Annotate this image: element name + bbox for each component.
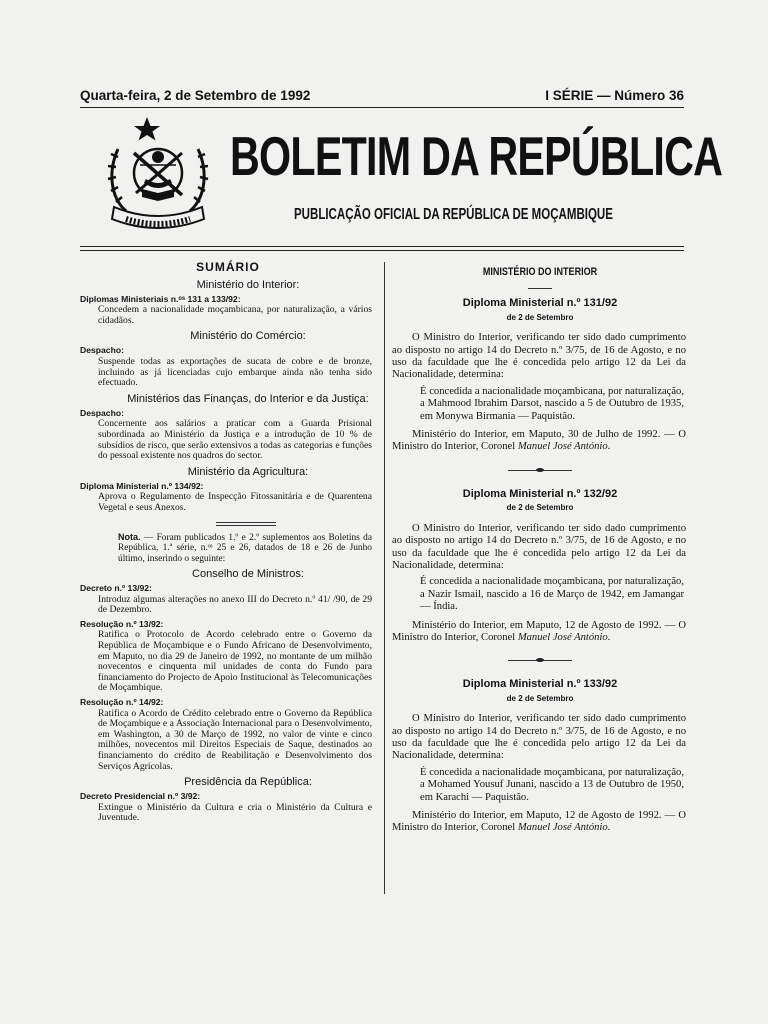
section-agricultura: Ministério da Agricultura: (187, 465, 309, 478)
summary-title: SUMÁRIO (196, 260, 260, 274)
emblem-icon (104, 113, 212, 235)
diploma-signature (392, 620, 686, 645)
item-text: Aprova o Regulamento de Inspecção Fitossanitária e de Quarentena Vegetal e seus Anexos. (98, 491, 372, 513)
section-comercio: Ministério do Comércio: (190, 330, 306, 343)
item-text: Introduz algumas alterações no anexo III do Decreto n.º 41/ /90, de 29 de Dezembro. (98, 593, 372, 616)
section-financas: Ministérios das Finanças, do Interior e da Justiça: (127, 392, 369, 405)
signatory-name: Manuel José António (517, 822, 608, 834)
diploma-title: Diploma Ministerial n.º 131/92 (462, 297, 618, 310)
diploma-signature (392, 810, 686, 835)
item-text: Concedem a nacionalidade moçambicana, por naturalização, a vários cidadãos. (98, 304, 372, 326)
interior-column (392, 262, 688, 835)
diploma-signature (392, 429, 686, 454)
item-text: Suspende todas as exportações de sucata de cobre e de bronze, incluindo as já licenciadas cujo embarque ainda não tenha sido efectuado. (98, 355, 372, 389)
item-label: Diplomas Ministeriais n.ᵒˢ 131 a 133/92: (80, 293, 241, 304)
item-label: Despacho: (80, 407, 124, 418)
item-text: Concernente aos salários a praticar com a Guarda Prisional subordinada ao Ministério da Justiça e a introdução de 10 % de subsídios de risco, que serão extensivos a todas as categorias e funções do pessoal existente nos quadros do sector. (98, 418, 372, 462)
diploma-preamble: O Ministro do Interior, verificando ter sido dado cumprimento ao disposto no artigo 14 do Decreto n.º 3/75, de 16 de Agosto, e no uso da faculdade que lhe é concedida pelo artigo 12 da Lei da Nacionalidade, determina: (392, 522, 686, 571)
section-interior: Ministério do Interior: (196, 278, 300, 291)
short-rule (528, 288, 552, 289)
signatory-name: Manuel José António (517, 631, 608, 643)
column-divider (384, 262, 385, 894)
section-ornament (508, 470, 572, 472)
diploma-preamble: O Ministro do Interior, verificando ter sido dado cumprimento ao disposto no artigo 14 do Decreto n.º 3/75, de 16 de Agosto, e no uso da faculdade que lhe é concedida pelo artigo 12 da Lei da Nacionalidade, determina: (392, 713, 686, 762)
masthead-rule-bottom (80, 250, 684, 251)
diploma-title: Diploma Ministerial n.º 132/92 (462, 487, 618, 500)
nota-label: Nota. (118, 531, 141, 542)
diploma-date: de 2 de Setembro (506, 312, 574, 322)
masthead-subtitle: PUBLICAÇÃO OFICIAL DA REPÚBLICA DE MOÇAMBIQUE (294, 206, 613, 223)
nota-paragraph (118, 532, 372, 565)
section-ornament (508, 660, 572, 662)
signature-text: Ministério do Interior, em Maputo, 12 de Agosto de 1992. — O Ministro do Interior, Coronel (392, 619, 686, 643)
item-label: Decreto Presidencial n.º 3/92: (80, 791, 201, 802)
item-text: Ratifica o Acordo de Crédito celebrado entre o Governo da República de Moçambique e a Associação Internacional para o Desenvolvimento, em Washington, a 30 de Março de 1992, no valor de vinte e cinco milhões, novecentos mil Direitos Especiais de Saque, destinados ao financiamento do crédito de Reabilitação e Desenvolvimento dos Serviços Agrícolas. (98, 707, 372, 772)
section-conselho: Conselho de Ministros: (192, 568, 304, 580)
diploma-date: de 2 de Setembro (506, 693, 574, 703)
diploma-133 (392, 678, 688, 834)
signatory-name: Manuel José António (517, 441, 608, 453)
item-text: Ratifica o Protocolo de Acordo celebrado entre o Governo da República de Moçambique e o Fundo Africano de Desenvolvimento, em Maputo, no dia 29 de Janeiro de 1992, no montante de um milhão novecentos e cinquenta mil unidades de conta do Fundo para financiamento do Projecto de Apoio Institucional às Telecomunicações de Moçambique. (98, 629, 372, 694)
ministry-heading: MINISTÉRIO DO INTERIOR (482, 266, 598, 278)
signature-end: . (607, 631, 611, 643)
item-label: Diploma Ministerial n.º 134/92: (80, 480, 204, 491)
header-rule (80, 107, 684, 108)
masthead-title: BOLETIM DA REPÚBLICA (230, 125, 723, 187)
nota-text: — Foram publicados 1.º e 2.º suplementos aos Boletins da República, 1.ª série, n.ᵒˢ 25 e 26, datados de 18 e 26 de Junho último, inserindo o seguinte: (118, 532, 372, 564)
masthead-rule-top (80, 246, 684, 247)
item-label: Resolução n.º 14/92: (80, 696, 164, 707)
diploma-determination: É concedida a nacionalidade moçambicana, por naturalização, a Mohamed Yousuf Junani, nascido a 13 de Outubro de 1950, em Karachi — Paquistão. (420, 766, 684, 803)
issue-date: Quarta-feira, 2 de Setembro de 1992 (80, 88, 311, 103)
signature-end: . (607, 822, 611, 834)
signature-text: Ministério do Interior, em Maputo, 12 de Agosto de 1992. — O Ministro do Interior, Coronel (392, 810, 686, 834)
summary-column (80, 262, 376, 827)
item-label: Resolução n.º 13/92: (80, 618, 164, 629)
diploma-preamble: O Ministro do Interior, verificando ter sido dado cumprimento ao disposto no artigo 14 do Decreto n.º 3/75, de 16 de Agosto, e no uso da faculdade que lhe é concedida pelo artigo 12 da Lei da Nacionalidade, determina: (392, 332, 686, 381)
issue-number: I SÉRIE — Número 36 (545, 88, 684, 103)
signature-text: Ministério do Interior, em Maputo, 30 de Julho de 1992. — O Ministro do Interior, Coronel (392, 429, 686, 453)
double-rule (216, 522, 276, 526)
diploma-determination: É concedida a nacionalidade moçambicana, por naturalização, a Nazir Ismail, nascido a 16 de Março de 1942, em Jamangar — Índia. (420, 576, 684, 613)
diploma-title: Diploma Ministerial n.º 133/92 (462, 678, 618, 691)
section-presidencia: Presidência da República: (184, 776, 312, 789)
diploma-date: de 2 de Setembro (506, 503, 574, 513)
diploma-131 (392, 297, 688, 453)
signature-end: . (607, 441, 611, 453)
item-label: Despacho: (80, 345, 124, 356)
diploma-determination: É concedida a nacionalidade moçambicana, por naturalização, a Mahmood Ibrahim Darsot, nascido a 5 de Outubro de 1935, em Monywa Birmania — Paquistão. (420, 385, 684, 422)
diploma-132 (392, 488, 688, 644)
item-label: Decreto n.º 13/92: (80, 583, 152, 593)
item-text: Extingue o Ministério da Cultura e cria o Ministério da Cultura e Juventude. (98, 801, 372, 824)
header-line (80, 88, 684, 108)
